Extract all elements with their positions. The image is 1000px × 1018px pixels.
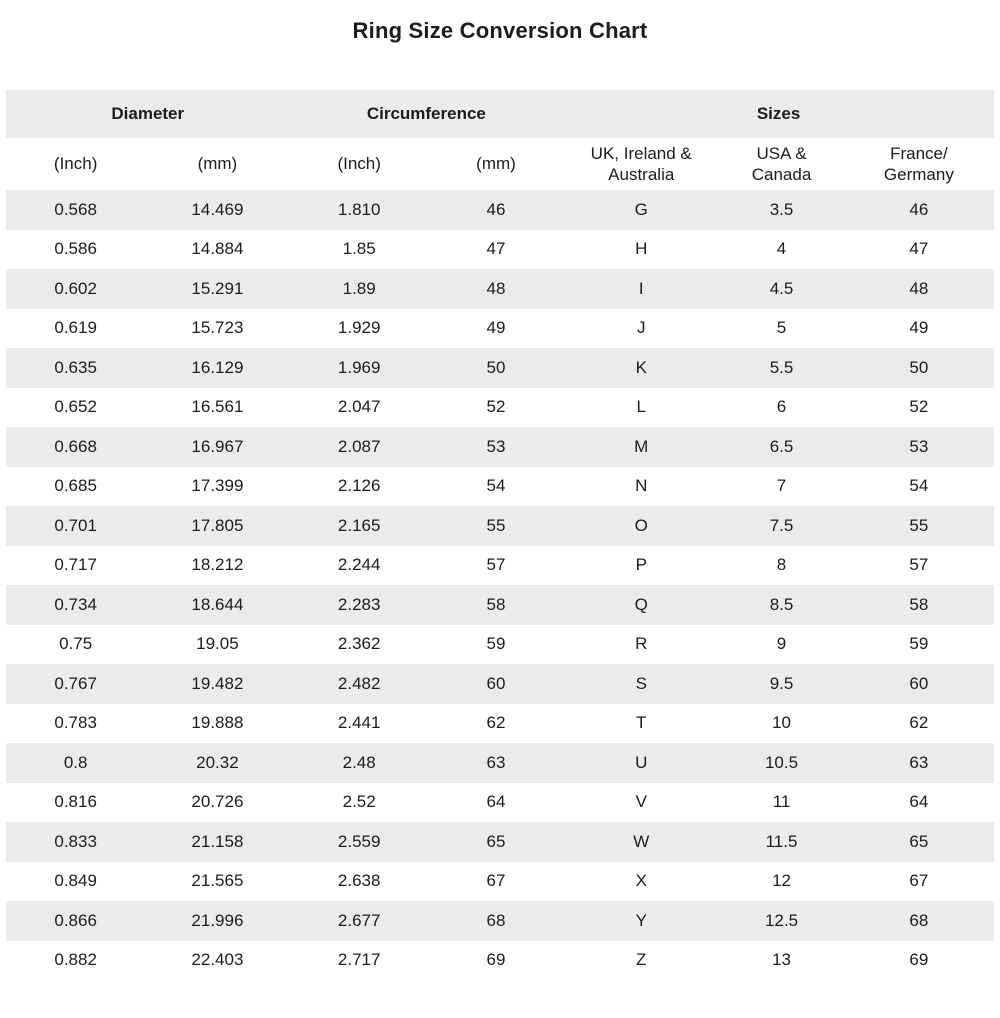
table-cell: 0.568	[54, 199, 97, 219]
group-header-sizes: Sizes	[563, 90, 994, 138]
table-cell: J	[636, 318, 646, 338]
table-cell: 17.399	[191, 476, 244, 496]
table-cell: 47	[486, 239, 506, 259]
table-cell: I	[638, 278, 644, 298]
table-cell: 22.403	[191, 950, 244, 970]
table-cell: 2.362	[337, 634, 381, 654]
table-cell: 65	[486, 831, 506, 851]
table-cell: 8	[776, 555, 787, 575]
table-cell: 0.767	[54, 673, 97, 693]
table-cell: 12	[772, 871, 791, 891]
column-header-2: (Inch)	[290, 138, 429, 190]
table-cell: 67	[909, 871, 929, 891]
table-cell: M	[634, 436, 649, 456]
table-row	[6, 901, 994, 941]
column-header-4: UK, Ireland & Australia	[563, 138, 719, 190]
table-cell: 0.635	[54, 357, 97, 377]
table-cell: 2.52	[342, 792, 376, 812]
table-cell: 16.561	[191, 397, 244, 417]
table-cell: 7	[776, 476, 787, 496]
table-row	[6, 941, 994, 981]
table-cell: 68	[909, 910, 929, 930]
table-cell: 58	[909, 594, 929, 614]
table-cell: 8.5	[769, 594, 794, 614]
table-row	[6, 309, 994, 349]
table-cell: 20.32	[196, 752, 239, 772]
table-row	[6, 546, 994, 586]
table-cell: 15.723	[191, 318, 244, 338]
table-cell: 64	[909, 792, 929, 812]
table-cell: 69	[486, 950, 506, 970]
table-cell: 1.929	[337, 318, 381, 338]
table-cell: 0.602	[54, 278, 97, 298]
table-row	[6, 388, 994, 428]
table-cell: 53	[486, 436, 506, 456]
table-cell: X	[635, 871, 647, 891]
table-cell: 19.888	[191, 713, 244, 733]
table-cell: O	[634, 515, 648, 535]
table-header	[6, 90, 994, 190]
table-cell: 21.158	[191, 831, 244, 851]
table-cell: 46	[486, 199, 506, 219]
table-cell: 2.48	[342, 752, 376, 772]
table-cell: 57	[909, 555, 929, 575]
table-cell: 14.469	[191, 199, 244, 219]
table-cell: 2.559	[337, 831, 381, 851]
table-row	[6, 348, 994, 388]
table-cell: 47	[909, 239, 929, 259]
table-cell: 2.087	[337, 436, 381, 456]
column-header-6: France/ Germany	[844, 138, 994, 190]
table-row	[6, 427, 994, 467]
table-row	[6, 506, 994, 546]
table-cell: 67	[486, 871, 506, 891]
table-cell: 2.441	[337, 713, 381, 733]
table-body	[6, 190, 994, 980]
table-cell: 0.701	[54, 515, 97, 535]
table-cell: 0.8	[63, 752, 88, 772]
table-cell: 0.717	[54, 555, 97, 575]
table-cell: 5	[776, 318, 787, 338]
table-cell: 58	[486, 594, 506, 614]
table-cell: 53	[909, 436, 929, 456]
table-cell: 7.5	[769, 515, 794, 535]
table-cell: 2.482	[337, 673, 381, 693]
table-cell: 46	[909, 199, 929, 219]
table-cell: 59	[909, 634, 929, 654]
table-cell: 0.816	[54, 792, 97, 812]
table-cell: 11.5	[765, 831, 798, 851]
table-cell: 10	[772, 713, 791, 733]
table-cell: 62	[486, 713, 506, 733]
table-cell: Q	[634, 594, 648, 614]
group-header-diameter: Diameter	[6, 90, 290, 138]
group-header-circumference: Circumference	[290, 90, 564, 138]
table-cell: 50	[486, 357, 506, 377]
table-cell: 19.05	[196, 634, 239, 654]
table-row	[6, 743, 994, 783]
table-cell: 63	[486, 752, 506, 772]
table-cell: 60	[486, 673, 506, 693]
table-cell: 2.244	[337, 555, 381, 575]
table-cell: 0.619	[54, 318, 97, 338]
table-cell: 9.5	[769, 673, 794, 693]
table-cell: 1.810	[337, 199, 381, 219]
table-cell: 0.685	[54, 476, 97, 496]
table-cell: 54	[486, 476, 506, 496]
table-cell: 0.833	[54, 831, 97, 851]
table-cell: 1.85	[342, 239, 376, 259]
table-cell: 10.5	[764, 752, 799, 772]
table-row	[6, 230, 994, 270]
table-cell: 0.849	[54, 871, 97, 891]
table-cell: 21.996	[191, 910, 244, 930]
table-cell: 1.969	[337, 357, 381, 377]
table-row	[6, 704, 994, 744]
table-cell: 68	[486, 910, 506, 930]
column-header-1: (mm)	[145, 138, 289, 190]
table-cell: G	[634, 199, 648, 219]
table-cell: 0.75	[59, 634, 93, 654]
table-cell: 6.5	[769, 436, 794, 456]
table-cell: 0.586	[54, 239, 97, 259]
table-cell: 3.5	[769, 199, 794, 219]
table-cell: 52	[909, 397, 929, 417]
column-group-row	[6, 90, 994, 138]
table-cell: 49	[486, 318, 506, 338]
table-cell: K	[635, 357, 647, 377]
table-cell: 14.884	[191, 239, 244, 259]
table-cell: 19.482	[191, 673, 244, 693]
table-cell: 0.882	[54, 950, 97, 970]
table-cell: 64	[486, 792, 506, 812]
table-cell: P	[635, 555, 647, 575]
table-cell: 50	[909, 357, 929, 377]
table-cell: 65	[909, 831, 929, 851]
table-cell: 55	[909, 515, 929, 535]
table-cell: 16.129	[191, 357, 244, 377]
table-cell: V	[635, 792, 647, 812]
table-cell: 0.652	[54, 397, 97, 417]
table-cell: 0.734	[54, 594, 97, 614]
table-cell: 18.644	[191, 594, 244, 614]
ring-size-conversion-table	[6, 90, 994, 980]
table-cell: 2.047	[337, 397, 381, 417]
table-cell: 0.783	[54, 713, 97, 733]
table-cell: Z	[636, 950, 647, 970]
table-cell: 59	[486, 634, 506, 654]
table-row	[6, 269, 994, 309]
table-cell: 11	[772, 792, 791, 812]
table-cell: S	[635, 673, 647, 693]
table-cell: 69	[909, 950, 929, 970]
table-cell: 4.5	[769, 278, 794, 298]
table-cell: 2.165	[337, 515, 381, 535]
table-row	[6, 822, 994, 862]
table-cell: 12.5	[764, 910, 799, 930]
table-cell: U	[635, 752, 648, 772]
table-cell: T	[636, 713, 647, 733]
table-cell: 2.126	[337, 476, 381, 496]
table-cell: 57	[486, 555, 506, 575]
column-header-5: USA & Canada	[719, 138, 843, 190]
table-cell: L	[636, 397, 646, 417]
table-cell: 5.5	[769, 357, 794, 377]
table-row	[6, 862, 994, 902]
table-cell: 4	[776, 239, 787, 259]
column-header-3: (mm)	[429, 138, 563, 190]
table-cell: 18.212	[191, 555, 244, 575]
table-cell: 15.291	[191, 278, 244, 298]
table-cell: 1.89	[342, 278, 376, 298]
table-cell: 2.638	[337, 871, 381, 891]
table-cell: 0.866	[54, 910, 97, 930]
table-cell: 48	[486, 278, 506, 298]
table-cell: R	[635, 634, 648, 654]
table-cell: 6	[776, 397, 787, 417]
table-row	[6, 585, 994, 625]
table-row	[6, 467, 994, 507]
table-cell: 9	[776, 634, 787, 654]
table-cell: 62	[909, 713, 929, 733]
table-cell: 55	[486, 515, 506, 535]
table-cell: 60	[909, 673, 929, 693]
column-header-0: (Inch)	[6, 138, 145, 190]
table-cell: 16.967	[191, 436, 244, 456]
table-row	[6, 625, 994, 665]
column-header-row	[6, 138, 994, 190]
table-row	[6, 664, 994, 704]
table-cell: 49	[909, 318, 929, 338]
table-cell: 2.717	[337, 950, 381, 970]
table-cell: N	[635, 476, 648, 496]
table-cell: 63	[909, 752, 929, 772]
table-cell: 13	[772, 950, 791, 970]
table-cell: 54	[909, 476, 929, 496]
table-cell: 21.565	[191, 871, 244, 891]
table-cell: H	[635, 239, 648, 259]
table-row	[6, 190, 994, 230]
page-title: Ring Size Conversion Chart	[352, 18, 648, 43]
table-cell: 52	[486, 397, 506, 417]
table-cell: 2.677	[337, 910, 381, 930]
table-row	[6, 783, 994, 823]
table-cell: 20.726	[191, 792, 244, 812]
table-cell: W	[633, 831, 650, 851]
table-cell: 17.805	[191, 515, 244, 535]
table-cell: 0.668	[54, 436, 97, 456]
table-cell: 48	[909, 278, 929, 298]
table-cell: 2.283	[337, 594, 381, 614]
table-cell: Y	[635, 910, 647, 930]
table-container	[6, 90, 994, 980]
